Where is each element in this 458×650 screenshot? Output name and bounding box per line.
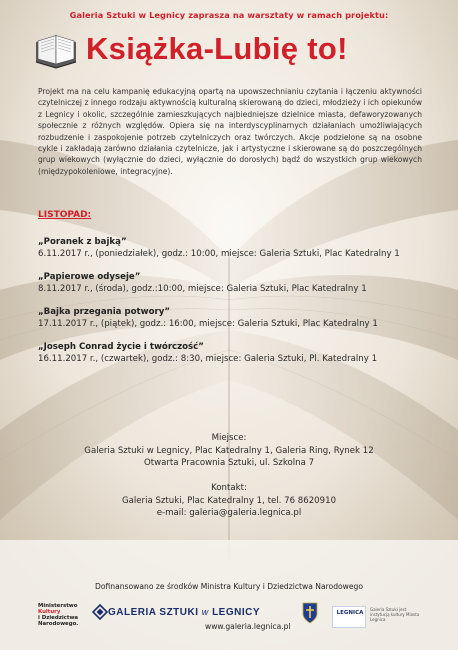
- event-list: [38, 237, 438, 377]
- legnica-city-logo: LEGNICA: [332, 606, 366, 628]
- event-title: „Poranek z bajką”: [38, 237, 127, 247]
- event-item: [38, 237, 438, 260]
- galeria-logo: GALERIA SZTUKI w LEGNICY: [92, 603, 260, 621]
- event-item: [38, 307, 438, 330]
- event-item: [38, 342, 438, 365]
- event-item: [38, 272, 438, 295]
- venue-heading: Miejsce:: [211, 433, 247, 443]
- venue-line: Galeria Sztuki w Legnicy, Plac Katedralny 1, Galeria Ring, Rynek 12: [84, 445, 374, 456]
- website-link[interactable]: www.galeria.legnica.pl: [205, 622, 291, 631]
- footer-logos: [0, 600, 458, 640]
- event-title: „Joseph Conrad życie i twórczość”: [38, 342, 204, 352]
- venue-block: [0, 432, 458, 470]
- event-detail: 8.11.2017 r., (środa), godz.:10:00, miejsce: Galeria Sztuki, Plac Katedralny 1: [38, 284, 367, 294]
- event-detail: 17.11.2017 r., (piątek), godz.: 16:00, miejsce: Galeria Sztuki, Plac Katedralny 1: [38, 319, 378, 329]
- galeria-emblem-icon: [92, 604, 108, 620]
- project-description: Projekt ma na celu kampanię edukacyjną opartą na upowszechnianiu czytania i łączeniu aktywności czytelniczej z innego rodzaju aktywnością kulturalną skierowaną do dzieci, młodzieży i ich opiekunów z Legnicy i okolic, szczególnie zamieszkujących najbiedniejsze dzielnice miasta, defaworyzowanych społecznie z różnych względów. Opiera się na interdyscyplinarnych działaniach umożliwiających rozbudzenie i zaspokojenie potrzeb czytelniczych oraz twórczych. Akcje podzielone są na osobne cykle i zakładają zarówno działania czytelnicze, jak i artystyczne i skierowane są do poszczególnych grup wiekowych (wyłącznie do dzieci, wyłącznie do dorosłych) bądź do wszystkich grup wiekowych (międzypokoleniowe, integracyjne).: [38, 87, 422, 176]
- book-icon: [32, 28, 80, 70]
- funding-note: Dofinansowano ze środków Ministra Kultury i Dziedzictwa Narodowego: [94, 582, 364, 591]
- venue-line: Otwarta Pracownia Sztuki, ul. Szkolna 7: [143, 458, 315, 469]
- contact-phone: Galeria Sztuki, Plac Katedralny 1, tel. 76 8620910: [121, 495, 337, 506]
- legnica-crest-icon: [302, 602, 318, 624]
- contact-heading: Kontakt:: [211, 483, 247, 493]
- title-row: [32, 26, 432, 72]
- event-detail: 16.11.2017 r., (czwartek), godz.: 8:30, miejsce: Galeria Sztuki, Pl. Katedralny 1: [38, 354, 378, 364]
- contact-email[interactable]: e-mail: galeria@galeria.legnica.pl: [156, 508, 302, 519]
- page-title: Książka-Lubię to!: [86, 31, 348, 66]
- institution-note: Galeria Sztuki jest instytucją kultury Miasta Legnica: [370, 607, 420, 622]
- month-heading: LISTOPAD:: [38, 210, 92, 220]
- event-title: „Bajka przegania potwory”: [38, 307, 170, 317]
- event-detail: 6.11.2017 r., (poniedziałek), godz.: 10:00, miejsce: Galeria Sztuki, Plac Katedralny 1: [38, 249, 400, 259]
- event-title: „Papierowe odyseje”: [38, 272, 141, 282]
- ministry-logo: Ministerstwo Kultury i Dziedzictwa Narodowego.: [38, 603, 79, 627]
- invite-line: Galeria Sztuki w Legnicy zaprasza na warsztaty w ramach projektu:: [69, 10, 389, 20]
- contact-block: [0, 482, 458, 520]
